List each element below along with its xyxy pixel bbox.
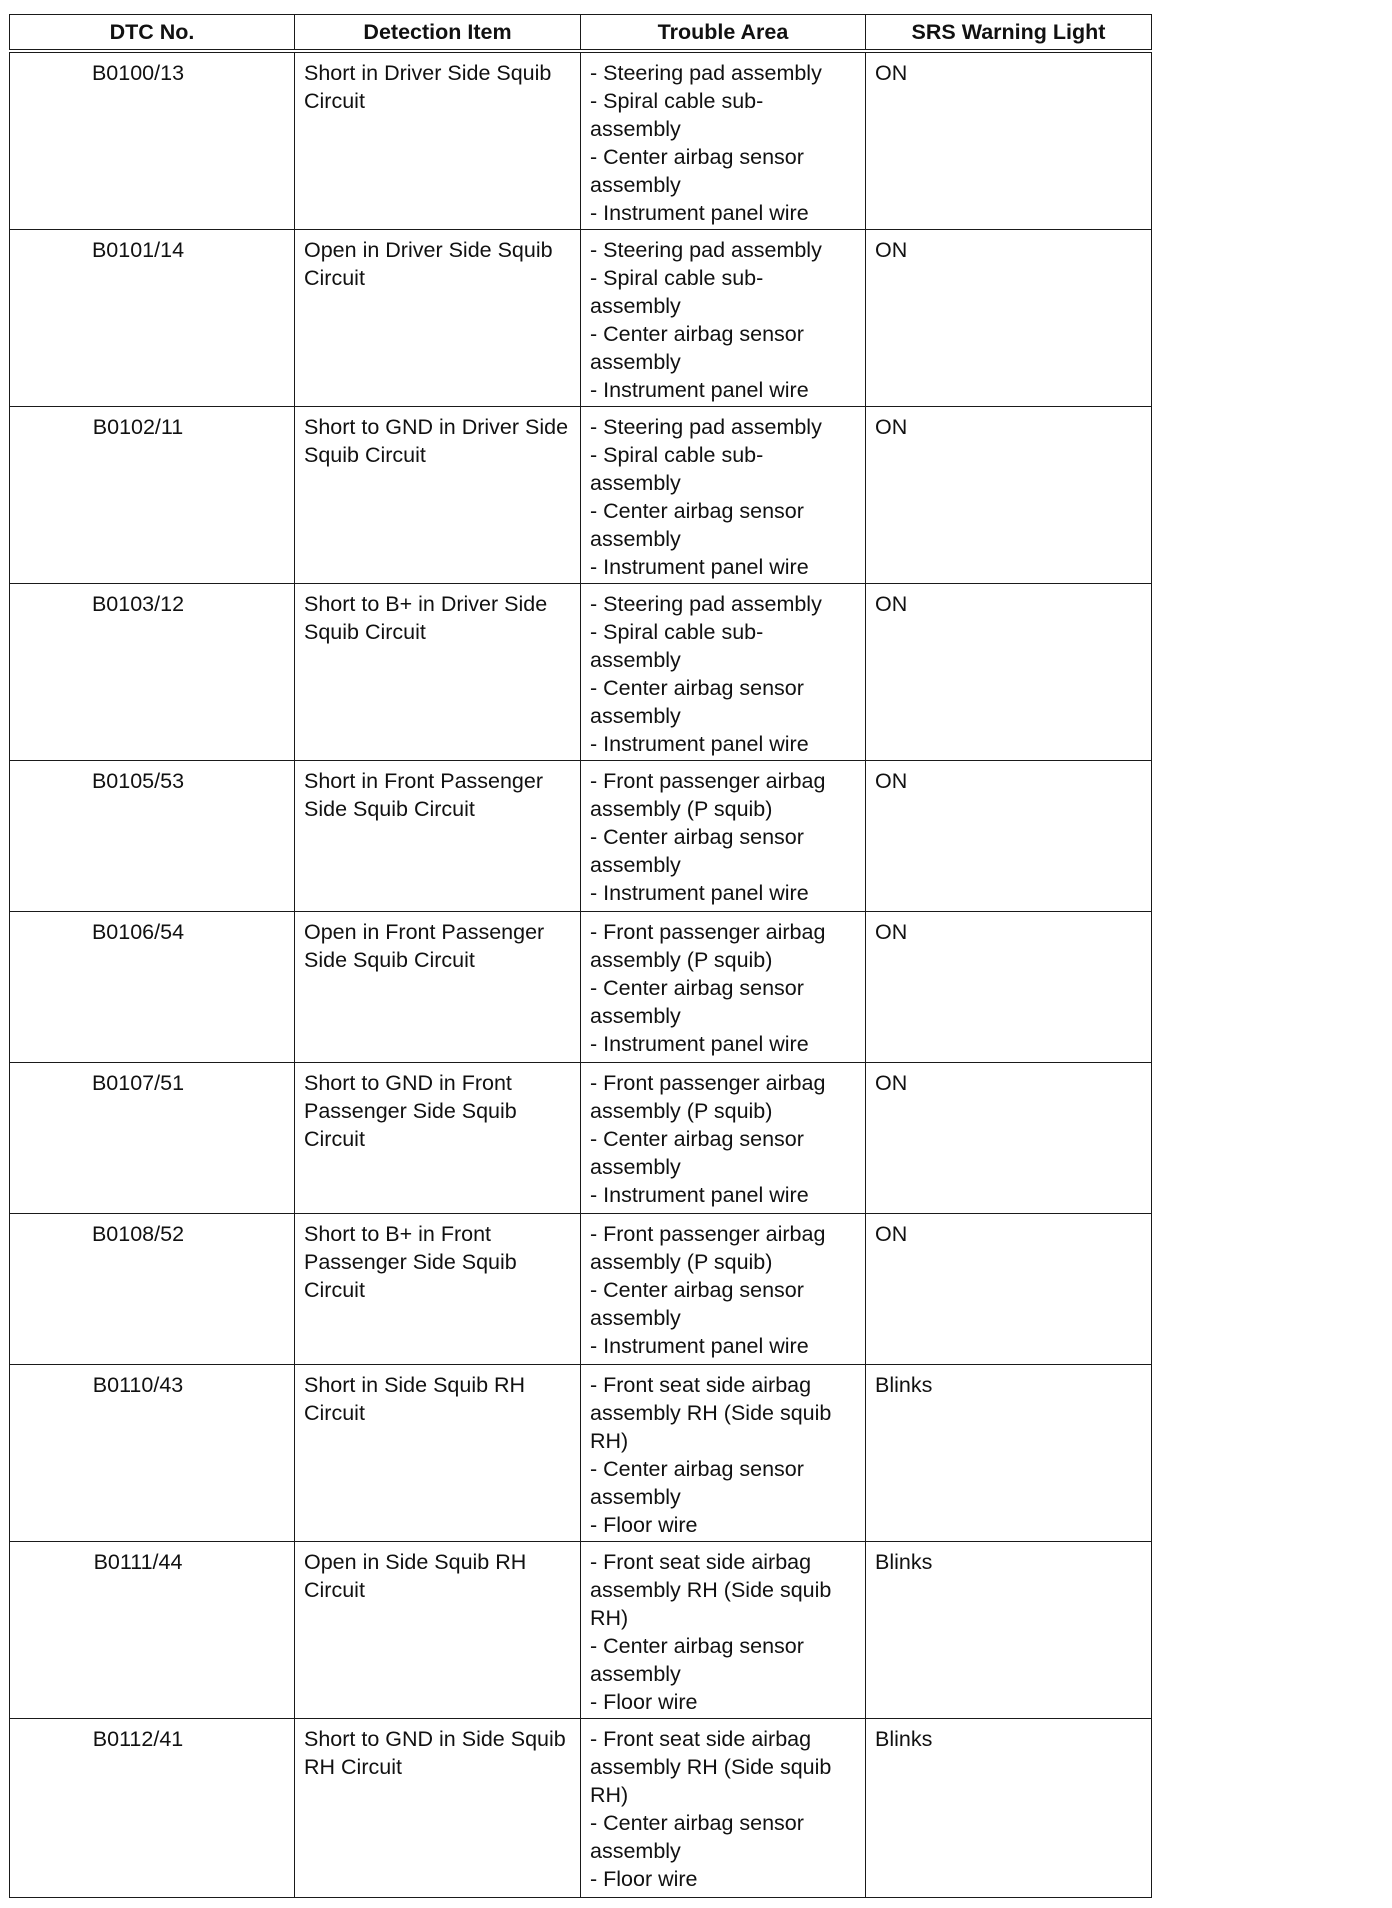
- trouble-area-line: assembly: [590, 1839, 681, 1863]
- trouble-area-line: - Spiral cable sub-: [590, 443, 764, 467]
- detection-item-cell: Short to B+ in Driver Side Squib Circuit: [295, 584, 581, 761]
- dtc-code-cell: B0106/54: [10, 912, 295, 1063]
- detection-item-cell: Short to GND in Side Squib RH Circuit: [295, 1719, 581, 1898]
- trouble-area-line: - Front passenger airbag: [590, 769, 826, 793]
- detection-item-cell: Short in Driver Side Squib Circuit: [295, 51, 581, 230]
- trouble-area-line: - Center airbag sensor: [590, 1127, 804, 1151]
- trouble-area-cell: [581, 912, 866, 1063]
- detection-item-cell: Short to B+ in Front Passenger Side Squib Circuit: [295, 1214, 581, 1365]
- trouble-area-line: - Instrument panel wire: [590, 1334, 809, 1358]
- trouble-area-line: - Instrument panel wire: [590, 1032, 809, 1056]
- trouble-area-line: assembly: [590, 471, 681, 495]
- table-body: [10, 51, 1152, 1898]
- srs-warning-light-cell: ON: [866, 230, 1152, 407]
- dtc-code-cell: B0105/53: [10, 761, 295, 912]
- trouble-area-line: - Front passenger airbag: [590, 1071, 826, 1095]
- trouble-area-line: - Center airbag sensor: [590, 1811, 804, 1835]
- dtc-code-cell: B0103/12: [10, 584, 295, 761]
- table-row: [10, 230, 1152, 407]
- trouble-area-line: assembly: [590, 704, 681, 728]
- detection-item-cell: Short in Side Squib RH Circuit: [295, 1365, 581, 1542]
- trouble-area-line: - Instrument panel wire: [590, 378, 809, 402]
- trouble-area-cell: [581, 1542, 866, 1719]
- trouble-area-line: - Front seat side airbag: [590, 1373, 812, 1397]
- trouble-area-line: assembly RH (Side squib: [590, 1578, 832, 1602]
- trouble-area-cell: [581, 51, 866, 230]
- trouble-area-line: - Center airbag sensor: [590, 322, 804, 346]
- table-row: [10, 51, 1152, 230]
- trouble-area-cell: [581, 1214, 866, 1365]
- trouble-area-line: - Front passenger airbag: [590, 1222, 826, 1246]
- srs-warning-light-cell: ON: [866, 912, 1152, 1063]
- header-srs-warning-light: SRS Warning Light: [866, 15, 1152, 52]
- trouble-area-line: - Instrument panel wire: [590, 881, 809, 905]
- trouble-area-line: assembly: [590, 173, 681, 197]
- trouble-area-line: assembly: [590, 1485, 681, 1509]
- trouble-area-line: RH): [590, 1606, 629, 1630]
- trouble-area-line: assembly: [590, 350, 681, 374]
- trouble-area-cell: [581, 1365, 866, 1542]
- detection-item-cell: Short to GND in Front Passenger Side Squib Circuit: [295, 1063, 581, 1214]
- srs-warning-light-cell: ON: [866, 51, 1152, 230]
- dtc-code-cell: B0111/44: [10, 1542, 295, 1719]
- trouble-area-line: assembly: [590, 1155, 681, 1179]
- trouble-area-line: assembly: [590, 1662, 681, 1686]
- trouble-area-line: - Floor wire: [590, 1690, 698, 1714]
- trouble-area-line: assembly: [590, 853, 681, 877]
- dtc-code-cell: B0110/43: [10, 1365, 295, 1542]
- trouble-area-line: assembly (P squib): [590, 1250, 773, 1274]
- trouble-area-line: - Center airbag sensor: [590, 1278, 804, 1302]
- trouble-area-line: - Steering pad assembly: [590, 61, 822, 85]
- dtc-code-cell: B0101/14: [10, 230, 295, 407]
- srs-warning-light-cell: Blinks: [866, 1542, 1152, 1719]
- table-row: [10, 1063, 1152, 1214]
- dtc-code-cell: B0108/52: [10, 1214, 295, 1365]
- trouble-area-line: - Floor wire: [590, 1513, 698, 1537]
- table-header: [10, 15, 1152, 52]
- trouble-area-line: - Center airbag sensor: [590, 676, 804, 700]
- trouble-area-cell: [581, 407, 866, 584]
- header-trouble-area: Trouble Area: [581, 15, 866, 52]
- trouble-area-line: assembly: [590, 1004, 681, 1028]
- trouble-area-line: - Instrument panel wire: [590, 732, 809, 756]
- detection-item-cell: Open in Driver Side Squib Circuit: [295, 230, 581, 407]
- trouble-area-line: - Center airbag sensor: [590, 499, 804, 523]
- srs-warning-light-cell: ON: [866, 761, 1152, 912]
- trouble-area-line: assembly (P squib): [590, 1099, 773, 1123]
- dtc-code-cell: B0112/41: [10, 1719, 295, 1898]
- trouble-area-line: - Steering pad assembly: [590, 415, 822, 439]
- trouble-area-line: - Front seat side airbag: [590, 1550, 812, 1574]
- trouble-area-line: - Instrument panel wire: [590, 555, 809, 579]
- srs-warning-light-cell: ON: [866, 1063, 1152, 1214]
- trouble-area-line: - Center airbag sensor: [590, 145, 804, 169]
- trouble-area-line: - Instrument panel wire: [590, 1183, 809, 1207]
- trouble-area-line: assembly (P squib): [590, 948, 773, 972]
- trouble-area-line: - Instrument panel wire: [590, 201, 809, 225]
- trouble-area-cell: [581, 230, 866, 407]
- srs-warning-light-cell: Blinks: [866, 1365, 1152, 1542]
- trouble-area-line: - Front passenger airbag: [590, 920, 826, 944]
- dtc-code-cell: B0102/11: [10, 407, 295, 584]
- trouble-area-line: assembly: [590, 527, 681, 551]
- trouble-area-line: assembly: [590, 648, 681, 672]
- trouble-area-cell: [581, 584, 866, 761]
- table-row: [10, 1214, 1152, 1365]
- dtc-table: [9, 14, 1152, 1898]
- srs-warning-light-cell: Blinks: [866, 1719, 1152, 1898]
- header-dtc-no: DTC No.: [10, 15, 295, 52]
- detection-item-cell: Short in Front Passenger Side Squib Circuit: [295, 761, 581, 912]
- trouble-area-line: - Center airbag sensor: [590, 825, 804, 849]
- srs-warning-light-cell: ON: [866, 407, 1152, 584]
- trouble-area-line: assembly RH (Side squib: [590, 1755, 832, 1779]
- trouble-area-line: assembly: [590, 1306, 681, 1330]
- trouble-area-line: - Steering pad assembly: [590, 238, 822, 262]
- trouble-area-line: RH): [590, 1783, 629, 1807]
- trouble-area-line: assembly RH (Side squib: [590, 1401, 832, 1425]
- detection-item-cell: Short to GND in Driver Side Squib Circuit: [295, 407, 581, 584]
- trouble-area-line: - Spiral cable sub-: [590, 620, 764, 644]
- trouble-area-line: - Center airbag sensor: [590, 1457, 804, 1481]
- table-row: [10, 584, 1152, 761]
- table-row: [10, 761, 1152, 912]
- trouble-area-cell: [581, 761, 866, 912]
- trouble-area-line: assembly: [590, 294, 681, 318]
- srs-warning-light-cell: ON: [866, 1214, 1152, 1365]
- trouble-area-line: - Center airbag sensor: [590, 1634, 804, 1658]
- trouble-area-cell: [581, 1063, 866, 1214]
- header-row: [10, 15, 1152, 52]
- table-row: [10, 1542, 1152, 1719]
- table-row: [10, 912, 1152, 1063]
- trouble-area-cell: [581, 1719, 866, 1898]
- trouble-area-line: assembly (P squib): [590, 797, 773, 821]
- table-row: [10, 1365, 1152, 1542]
- trouble-area-line: - Front seat side airbag: [590, 1727, 812, 1751]
- detection-item-cell: Open in Side Squib RH Circuit: [295, 1542, 581, 1719]
- dtc-code-cell: B0100/13: [10, 51, 295, 230]
- table-row: [10, 1719, 1152, 1898]
- header-detection-item: Detection Item: [295, 15, 581, 52]
- trouble-area-line: assembly: [590, 117, 681, 141]
- trouble-area-line: - Floor wire: [590, 1867, 698, 1891]
- srs-warning-light-cell: ON: [866, 584, 1152, 761]
- trouble-area-line: RH): [590, 1429, 629, 1453]
- detection-item-cell: Open in Front Passenger Side Squib Circuit: [295, 912, 581, 1063]
- trouble-area-line: - Spiral cable sub-: [590, 266, 764, 290]
- trouble-area-line: - Steering pad assembly: [590, 592, 822, 616]
- trouble-area-line: - Center airbag sensor: [590, 976, 804, 1000]
- table-row: [10, 407, 1152, 584]
- trouble-area-line: - Spiral cable sub-: [590, 89, 764, 113]
- dtc-code-cell: B0107/51: [10, 1063, 295, 1214]
